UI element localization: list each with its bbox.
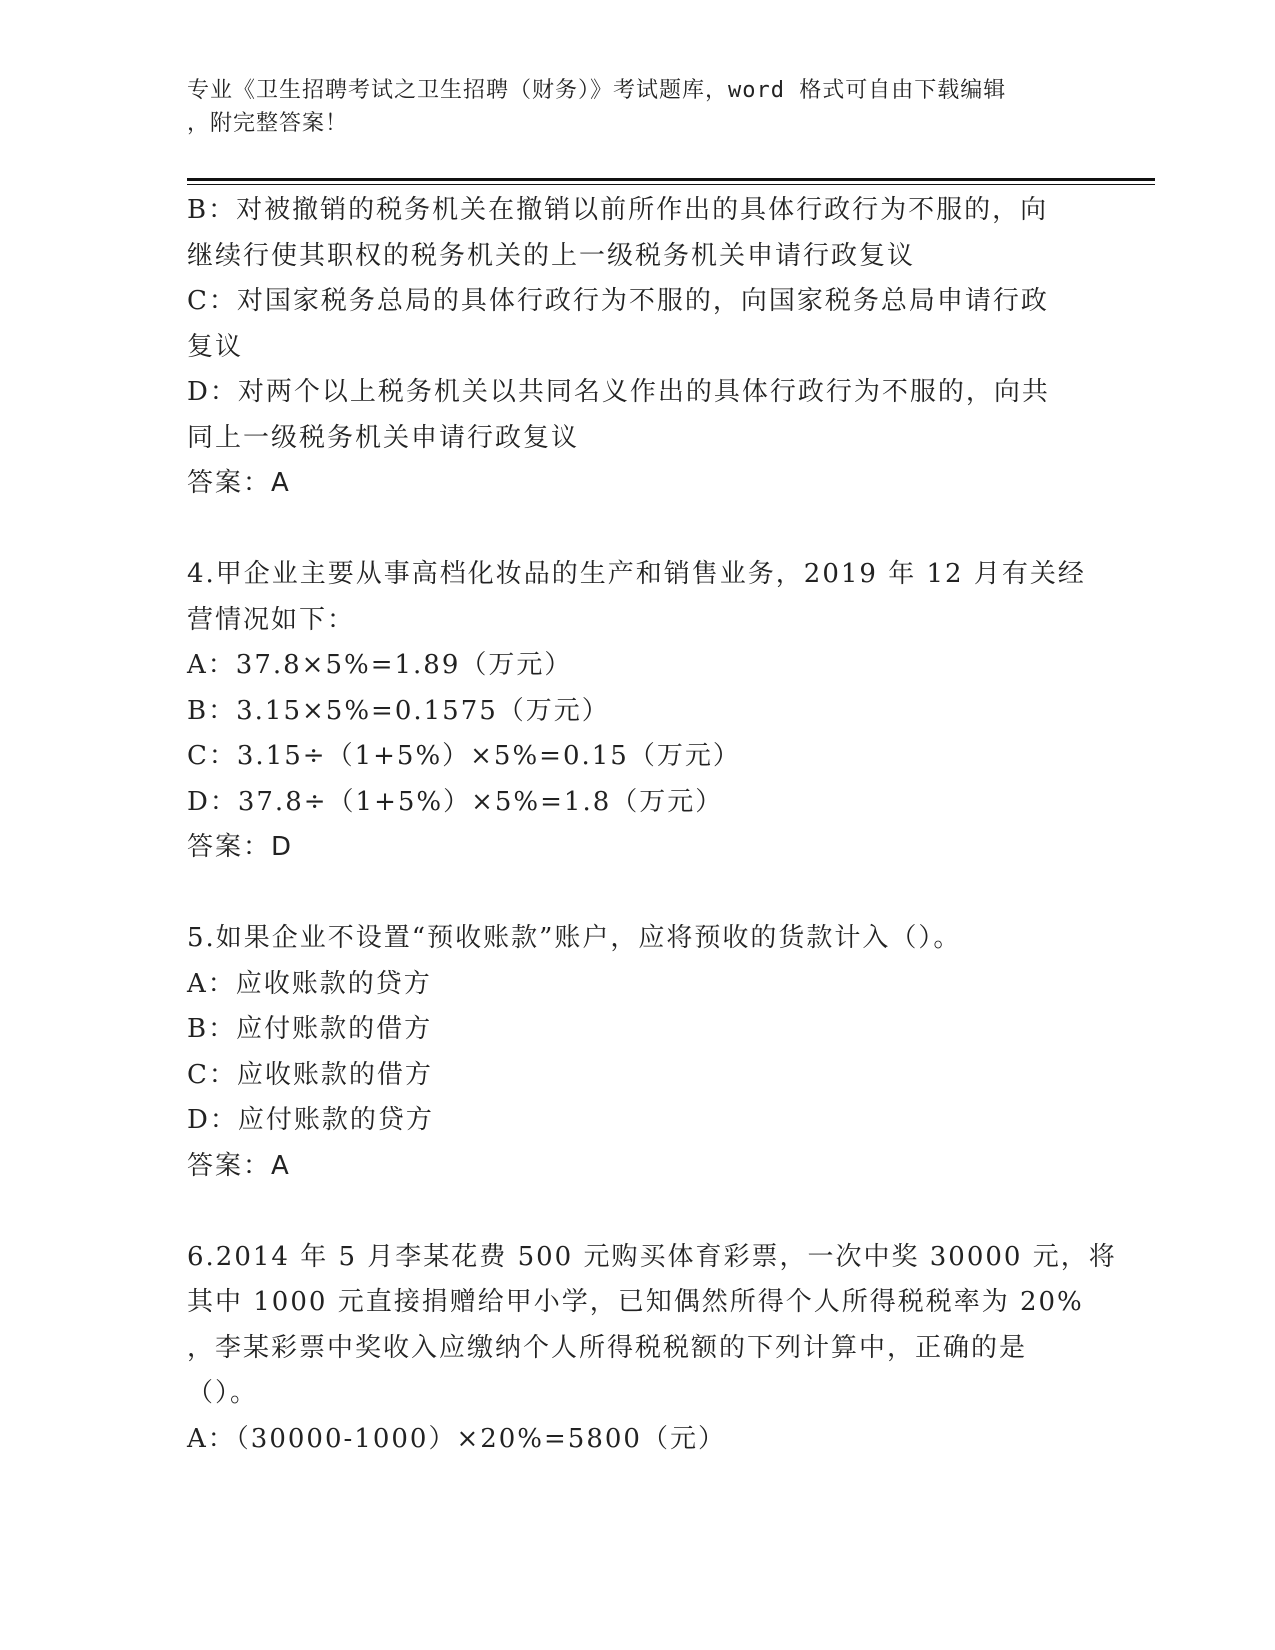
q6-stem-line-1: 6.2014 年 5 月李某花费 500 元购买体育彩票，一次中奖 30000 元，将: [187, 1241, 1117, 1272]
spacer: [187, 1189, 1087, 1235]
q3-answer: 答案：A: [187, 468, 291, 498]
q5-option-d: D：应付账款的贷方: [187, 1105, 434, 1135]
header-rule-thick: [187, 178, 1155, 181]
q4-option-c: C：3.15÷（1+5%）×5%=0.15（万元）: [187, 741, 741, 771]
q3-option-c-line-2: 复议: [187, 331, 244, 362]
q3-option-d-line-2: 同上一级税务机关申请行政复议: [187, 422, 580, 453]
spacer: [187, 871, 1087, 917]
q5-stem: 5.如果企业不设置“预收账款”账户，应将预收的货款计入（）。: [187, 923, 962, 953]
q4-option-b: B：3.15×5%=0.1575（万元）: [187, 695, 610, 726]
q5-option-a: A：应收账款的贷方: [187, 968, 432, 999]
q3-option-d-line-1: D：对两个以上税务机关以共同名义作出的具体行政行为不服的，向共: [187, 377, 1050, 407]
q5-option-c: C：应收账款的借方: [187, 1059, 433, 1090]
header-rule-thin: [187, 184, 1155, 185]
q3-option-c-line-1: C：对国家税务总局的具体行政行为不服的，向国家税务总局申请行政: [187, 286, 1049, 316]
q6-stem-line-2: 其中 1000 元直接捐赠给甲小学，已知偶然所得个人所得税税率为 20%: [187, 1287, 1084, 1317]
q5-option-b: B：应付账款的借方: [187, 1014, 433, 1044]
q3-option-b-line-1: B：对被撤销的税务机关在撤销以前所作出的具体行政行为不服的，向: [187, 195, 1049, 225]
q4-option-a: A：37.8×5%=1.89（万元）: [187, 650, 573, 680]
q4-answer: 答案：D: [187, 832, 294, 862]
document-header: [187, 74, 1067, 140]
q5-answer: 答案：A: [187, 1150, 291, 1181]
q3-option-b-line-2: 继续行使其职权的税务机关的上一级税务机关申请行政复议: [187, 240, 916, 271]
q6-stem-line-4: （）。: [187, 1378, 259, 1408]
q6-option-a: A：（30000-1000）×20%=5800（元）: [187, 1423, 726, 1454]
spacer: [187, 507, 1087, 553]
question-content: [187, 188, 1117, 1462]
q6-stem-line-3: ，李某彩票中奖收入应缴纳个人所得税税额的下列计算中，正确的是: [187, 1332, 1028, 1363]
q4-stem-line-2: 营情况如下：: [187, 604, 356, 635]
header-line-2: ，附完整答案！: [187, 111, 349, 136]
q4-stem-line-1: 4.甲企业主要从事高档化妆品的生产和销售业务，2019 年 12 月有关经: [187, 559, 1086, 589]
header-line-1: 专业《卫生招聘考试之卫生招聘（财务）》考试题库，word 格式可自由下载编辑: [187, 78, 1007, 103]
q4-option-d: D：37.8÷（1+5%）×5%=1.8（万元）: [187, 786, 724, 817]
